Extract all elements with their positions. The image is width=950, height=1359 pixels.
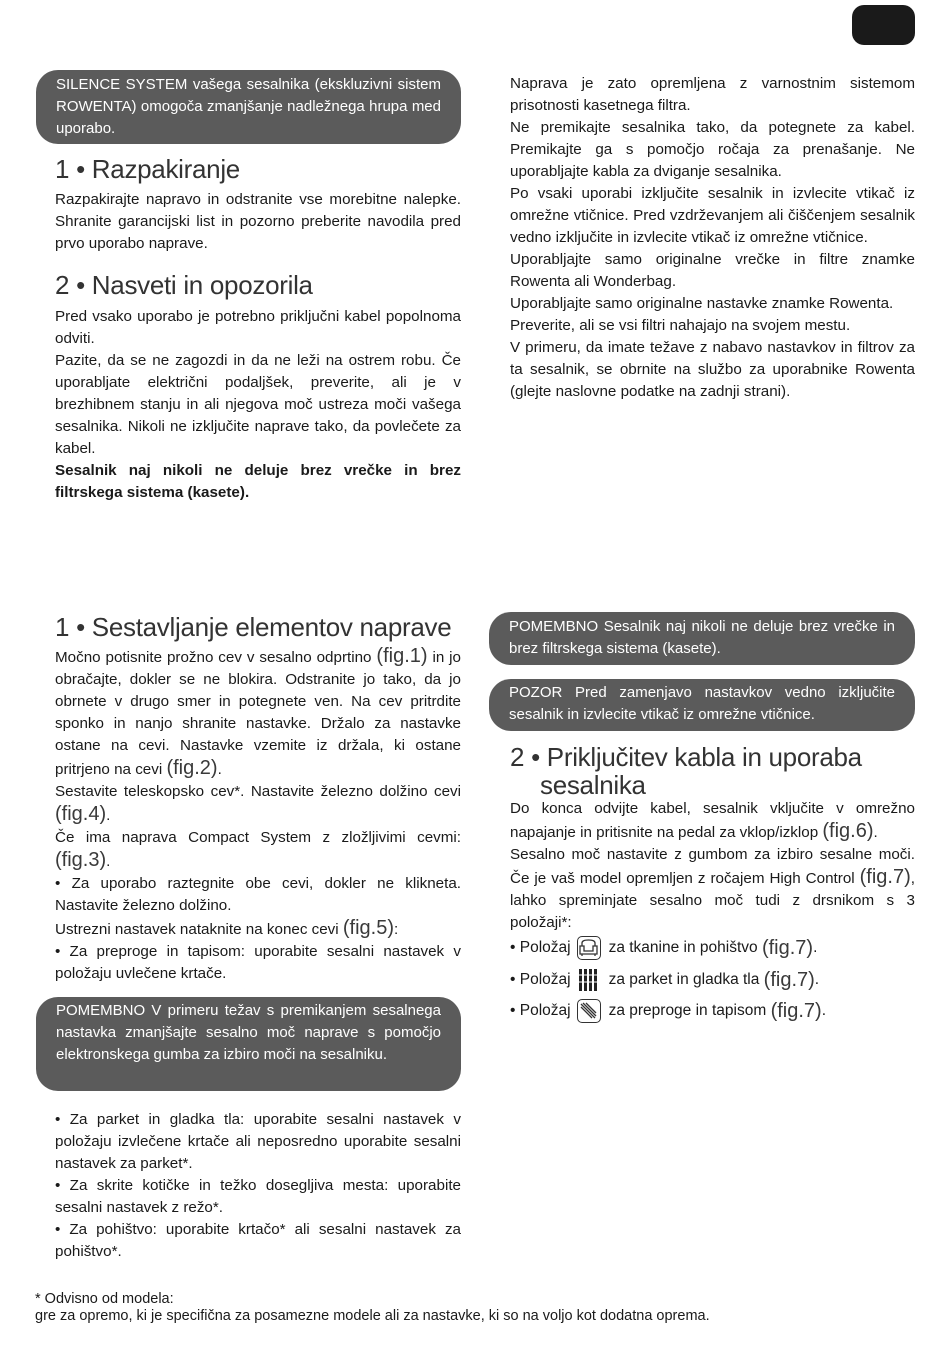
safety-paragraph: V primeru, da imate težave z nabavo nastavkov in filtrov za ta sesalnik, se obrnite na službo za uporabnike Rowenta (glejte naslovne podatke na zadnji strani). [510, 339, 915, 400]
important-note-left-text: POMEMBNO V primeru težav s premikanjem sesalnega nastavka zmanjšajte sesalno moč naprave s pomočjo elektronskega gumba za izbiro moči na sesalniku. [56, 1002, 441, 1063]
punctuation: : [394, 921, 399, 938]
assembly-paragraph [55, 781, 461, 827]
assembly-bullet: • Za parket in gladka tla: uporabite sesalni nastavek v položaju izvlečene krtače ali neposredno uporabite sesalni nastavek za parket*. [55, 1111, 461, 1172]
fig-ref: (fig.7) [859, 866, 911, 888]
position-text: za parket in gladka tla [608, 971, 764, 988]
cable-title-line2: sesalnika [540, 770, 646, 800]
fig-ref: (fig.3) [55, 849, 107, 871]
section-assembly-continued [55, 1109, 461, 1263]
cable-title-line1: 2 • Priključitev kabla in uporaba [510, 742, 862, 772]
assembly-text: Ustrezni nastavek nataknite na konec cevi [55, 921, 343, 938]
safety-paragraph: Uporabljajte samo originalne vrečke in filtre znamke Rowenta ali Wonderbag. [510, 251, 915, 290]
section-cable [510, 798, 915, 934]
warning-note [489, 679, 915, 731]
punctuation: . [106, 853, 111, 870]
safety-paragraph: Preverite, ali se vsi filtri nahajajo na svojem mestu. [510, 317, 851, 334]
cable-text: Sesalno moč nastavite z gumbom za izbiro sesalne moči. Če je vaš model opremljen z ročajem High Control [510, 846, 915, 887]
punctuation: , lahko spreminjate sesalno moč tudi z drsnikom s 3 položaji*: [510, 870, 915, 931]
assembly-paragraph [55, 827, 461, 873]
position-prefix: • Položaj [510, 939, 571, 956]
important-note-right-text: POMEMBNO Sesalnik naj nikoli ne deluje brez vrečke in brez filtrskega sistema (kasete). [509, 618, 895, 657]
position-row [510, 933, 817, 963]
fig-ref: (fig.1) [376, 645, 428, 667]
fig-ref: (fig.6) [822, 820, 874, 842]
punctuation: . [106, 807, 111, 824]
assembly-text: Če ima naprava Compact System z zložljivimi cevmi: [55, 829, 461, 846]
assembly-paragraph [55, 917, 461, 941]
intro-note-text: SILENCE SYSTEM vašega sesalnika (ekskluzivni sistem ROWENTA) omogoča zmanjšanje nadležnega hrupa med uporabo. [56, 76, 441, 137]
fig-ref: (fig.7) [770, 999, 822, 1022]
footnote-line: gre za opremo, ki je specifična za posamezne modele ali za nastavke, ki so na voljo kot dodatna oprema. [35, 1308, 710, 1324]
position-row [510, 965, 819, 995]
section-title-cable [510, 743, 862, 799]
section-assembly [55, 645, 461, 985]
assembly-bullet: • Za skrite kotičke in težko dosegljiva mesta: uporabite sesalni nastavek z režo*. [55, 1177, 461, 1216]
section-title-advice: 2 • Nasveti in opozorila [55, 270, 313, 300]
position-prefix: • Položaj [510, 1002, 571, 1019]
page-tab-marker [852, 5, 915, 45]
punctuation: . [821, 1002, 826, 1019]
footnote-line: * Odvisno od modela: [35, 1291, 174, 1307]
assembly-text: Sestavite teleskopsko cev*. Nastavite železno dolžino cevi [55, 783, 461, 800]
assembly-text: Močno potisnite prožno cev v sesalno odprtino [55, 649, 377, 666]
punctuation: . [217, 761, 222, 778]
cable-paragraph [510, 844, 915, 934]
warning-note-text: POZOR Pred zamenjavo nastavkov vedno izključite sesalnik in izvlecite vtikač iz omrežne vtičnice. [509, 684, 895, 723]
punctuation: . [814, 971, 820, 988]
cable-text: Do konca odvijte kabel, sesalnik vključite v omrežno napajanje in pritisnite na pedal za vklop/izklop [510, 800, 915, 841]
advice-paragraph: Pazite, da se ne zagozdi in da ne leži na ostrem robu. Če uporabljate električni podaljšek, preverite, ali je v brezhibnem stanju in ali njegova moč ustreza moči vašega sesalnika. Nikoli ne izključite naprave tako, da povlečete za kabel. [55, 352, 461, 457]
section-advice [55, 306, 461, 504]
assembly-paragraph [55, 645, 461, 781]
section-unpacking [55, 189, 461, 255]
fig-ref: (fig.2) [166, 757, 218, 779]
carpet-icon [577, 999, 601, 1023]
unpacking-text: Razpakirajte napravo in odstranite vse morebitne nalepke. Shranite garancijski list in pozorno preberite navodila pred prvo uporabo naprave. [55, 191, 461, 252]
position-row [510, 996, 826, 1026]
punctuation: . [873, 824, 878, 841]
section-title-unpacking: 1 • Razpakiranje [55, 154, 240, 184]
advice-warning: Sesalnik naj nikoli ne deluje brez vrečke in brez filtrskega sistema (kasete). [55, 462, 461, 501]
assembly-bullet: • Za preproge in tapisom: uporabite sesalni nastavek v položaju uvlečene krtače. [55, 943, 461, 982]
safety-column [510, 73, 915, 403]
important-note-left [36, 997, 461, 1091]
assembly-bullet: • Za uporabo raztegnite obe cevi, dokler ne klikneta. Nastavite železno dolžino. [55, 875, 461, 914]
safety-paragraph: Uporabljajte samo originalne nastavke znamke Rowenta. [510, 295, 894, 312]
assembly-bullet: • Za pohištvo: uporabite krtačo* ali sesalni nastavek za pohištvo*. [55, 1221, 461, 1260]
fig-ref: (fig.7) [763, 968, 815, 991]
cable-paragraph [510, 798, 915, 844]
parquet-icon [577, 968, 601, 992]
fig-ref: (fig.4) [55, 803, 107, 825]
safety-paragraph: Po vsaki uporabi izključite sesalnik in izvlecite vtikač iz omrežne vtičnice. Pred vzdrževanjem ali čiščenjem sesalnik vedno izključite in izvlecite vtikač iz omrežne vtičnice. [510, 185, 915, 246]
safety-paragraph: Ne premikajte sesalnika tako, da potegnete za kabel. Premikajte ga s pomočjo ročaja za prenašanje. Ne uporabljajte kabla za dviganje sesalnika. [510, 119, 915, 180]
fig-ref: (fig.5) [342, 917, 394, 939]
assembly-text: in jo obračajte, dokler se ne blokira. Odstranite jo tako, da jo obrnete v drugo smer in potegnete ven. Na cev pritrdite sponko in nanjo shranite nastavke. Držalo za nastavke ostane na cevi. Nastavke vzemite iz držala, ki ostane pritrjeno na cevi [55, 649, 461, 778]
position-prefix: • Položaj [510, 971, 571, 988]
advice-paragraph: Pred vsako uporabo je potrebno priključni kabel popolnoma odviti. [55, 308, 461, 347]
section-title-assembly: 1 • Sestavljanje elementov naprave [55, 612, 452, 642]
safety-paragraph: Naprava je zato opremljena z varnostnim sistemom prisotnosti kasetnega filtra. [510, 75, 915, 114]
punctuation: . [813, 939, 818, 956]
position-text: za preproge in tapisom [608, 1002, 771, 1019]
important-note-right [489, 612, 915, 665]
intro-note [36, 70, 461, 144]
footnote [35, 1291, 710, 1325]
position-text: za tkanine in pohištvo [608, 939, 762, 956]
armchair-icon [577, 936, 601, 960]
fig-ref: (fig.7) [761, 936, 814, 959]
